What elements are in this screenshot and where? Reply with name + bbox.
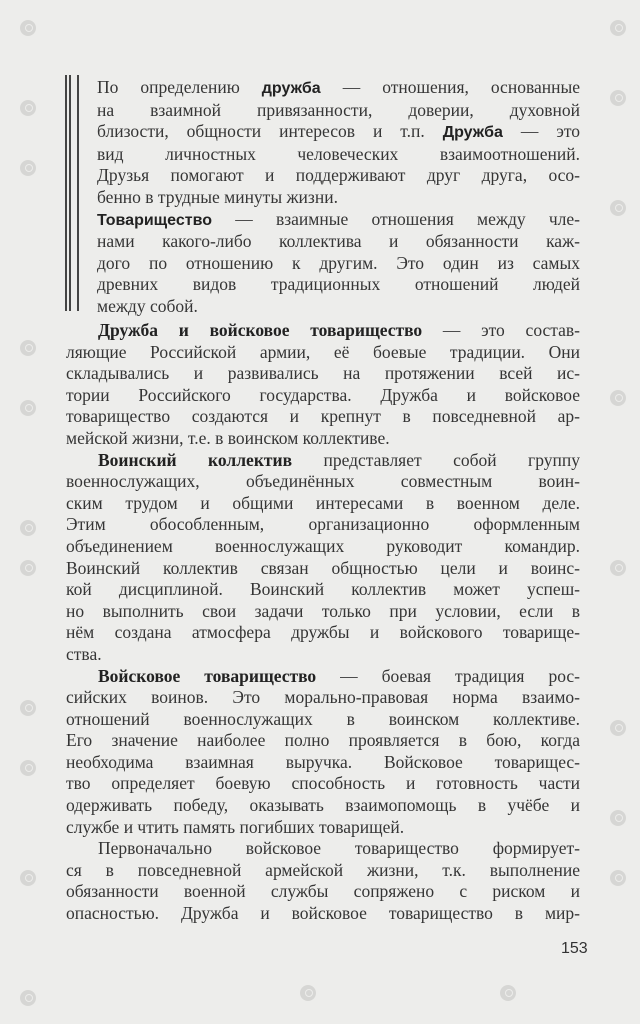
text-line	[97, 144, 580, 166]
text-line	[66, 709, 580, 731]
watermark-logo-icon	[610, 390, 626, 406]
watermark-logo-icon	[20, 990, 36, 1006]
text-segment: По определению	[97, 77, 262, 97]
text-segment: между собой.	[97, 295, 198, 316]
bold-term: Воинский коллектив	[98, 449, 293, 470]
text-segment: кой дисциплиной. Воинский коллектив может успеш-	[66, 579, 580, 600]
text-line	[66, 428, 580, 450]
text-segment: сийских воинов. Это морально-правовая норма взаимо-	[66, 687, 580, 708]
text-segment: обязанности военной службы сопряжено с риском и	[66, 881, 580, 902]
text-segment: ся в повседневной армейской жизни, т.к. выполнение	[66, 859, 580, 880]
text-segment: объединением военнослужащих руководит командир.	[66, 535, 580, 556]
watermark-logo-icon	[610, 200, 626, 216]
text-line	[66, 320, 580, 342]
text-line	[97, 253, 580, 275]
watermark-logo-icon	[20, 340, 36, 356]
watermark-logo-icon	[20, 760, 36, 776]
text-segment: дого по отношению к другим. Это один из самых	[97, 252, 580, 273]
watermark-logo-icon	[610, 560, 626, 576]
bold-term: Товарищество	[97, 211, 212, 229]
bold-term: Войсковое товарищество	[98, 665, 317, 686]
watermark-logo-icon	[610, 90, 626, 106]
text-line	[66, 493, 580, 515]
watermark-logo-icon	[610, 810, 626, 826]
text-segment: но выполнить свои задачи только при условии, если в	[66, 600, 580, 621]
text-line	[66, 752, 580, 774]
text-line	[66, 558, 580, 580]
watermark-logo-icon	[610, 20, 626, 36]
watermark-logo-icon	[20, 400, 36, 416]
text-segment: мейской жизни, т.е. в воинском коллективе.	[66, 427, 390, 448]
text-segment: одерживать победу, оказывать взаимопомощь в учёбе и	[66, 795, 580, 816]
text-segment: Первоначально войсковое товарищество формирует-	[98, 838, 580, 859]
text-line	[97, 165, 580, 187]
text-segment: Этим обособленным, организационно оформленным	[66, 514, 580, 535]
text-line	[66, 342, 580, 364]
text-line	[66, 644, 580, 666]
text-line	[66, 838, 580, 860]
watermark-logo-icon	[610, 720, 626, 736]
watermark-logo-icon	[610, 870, 626, 886]
text-segment: близости, общности интересов и т.п.	[97, 121, 443, 142]
text-segment: — это	[502, 121, 580, 142]
text-segment: ским трудом и общими интересами в военном деле.	[66, 492, 580, 513]
text-line	[66, 601, 580, 623]
text-line	[66, 860, 580, 882]
watermark-logo-icon	[20, 560, 36, 576]
text-segment: представляет собой группу	[292, 449, 580, 470]
bold-term: Дружба	[442, 124, 503, 142]
text-line	[66, 903, 580, 925]
watermark-logo-icon	[500, 985, 516, 1001]
text-line	[66, 450, 580, 472]
text-line	[97, 296, 580, 318]
text-segment: нём создана атмосфера дружбы и войскового товарище-	[66, 622, 580, 643]
text-line	[66, 666, 580, 688]
text-segment: — боевая традиция рос-	[316, 665, 580, 686]
watermark-logo-icon	[20, 100, 36, 116]
bold-term: дружба	[261, 80, 321, 97]
page-number: 153	[561, 940, 588, 957]
watermark-logo-icon	[20, 20, 36, 36]
text-segment: — отношения, основанные	[320, 77, 580, 97]
text-line	[97, 100, 580, 122]
text-segment: нами какого-либо коллектива и обязанности каж-	[97, 231, 580, 252]
text-segment: Его значение наиболее полно проявляется в бою, когда	[66, 730, 580, 751]
text-segment: тво определяет боевую способность и готовность части	[66, 773, 580, 794]
text-segment: бенно в трудные минуты жизни.	[97, 186, 338, 207]
text-segment: военнослужащих, объединённых совместным воин-	[66, 471, 580, 492]
text-line	[66, 795, 580, 817]
text-line	[66, 773, 580, 795]
text-segment: вид личностных человеческих взаимоотношений.	[97, 143, 580, 164]
text-line	[66, 881, 580, 903]
text-segment: опасностью. Дружба и войсковое товарищество в мир-	[66, 903, 580, 924]
text-segment: товарищество создаются и крепнут в повседневной ар-	[66, 406, 580, 427]
definition-box-border	[65, 75, 79, 311]
text-line	[66, 730, 580, 752]
text-segment: древних видов традиционных отношений людей	[97, 274, 580, 295]
text-line	[66, 622, 580, 644]
text-line	[97, 77, 580, 100]
text-line	[66, 536, 580, 558]
text-segment: Друзья помогают и поддерживают друг друга, осо-	[97, 165, 580, 186]
text-line	[97, 231, 580, 253]
text-segment: отношений военнослужащих в воинском коллективе.	[66, 708, 580, 729]
text-segment: Воинский коллектив связан общностью цели и воинс-	[66, 557, 580, 578]
text-line	[66, 363, 580, 385]
watermark-logo-icon	[20, 870, 36, 886]
text-segment: на взаимной привязанности, доверии, духовной	[97, 99, 580, 120]
text-line	[66, 385, 580, 407]
text-line	[66, 687, 580, 709]
text-line	[97, 274, 580, 296]
watermark-logo-icon	[20, 520, 36, 536]
text-segment: ства.	[66, 643, 102, 664]
text-line	[66, 579, 580, 601]
text-segment: — взаимные отношения между чле-	[212, 208, 580, 229]
text-line	[97, 187, 580, 209]
text-segment: тории Российского государства. Дружба и войсковое	[66, 384, 580, 405]
text-line	[66, 406, 580, 428]
text-segment: службе и чтить память погибших товарищей.	[66, 816, 405, 837]
bold-term: Дружба и войсковое товарищество	[98, 320, 423, 340]
text-line	[66, 471, 580, 493]
definition-box	[97, 77, 580, 318]
text-segment: необходима взаимная выручка. Войсковое товарищес-	[66, 751, 580, 772]
main-text	[66, 320, 580, 925]
watermark-logo-icon	[20, 160, 36, 176]
watermark-logo-icon	[20, 700, 36, 716]
text-line	[66, 817, 580, 839]
text-segment: ляющие Российской армии, её боевые традиции. Они	[66, 341, 580, 362]
watermark-logo-icon	[300, 985, 316, 1001]
text-segment: складывались и развивались на протяжении всей ис-	[66, 363, 580, 384]
text-line	[66, 514, 580, 536]
text-line	[97, 121, 580, 144]
text-line	[97, 209, 580, 232]
text-segment: — это состав-	[422, 320, 580, 340]
